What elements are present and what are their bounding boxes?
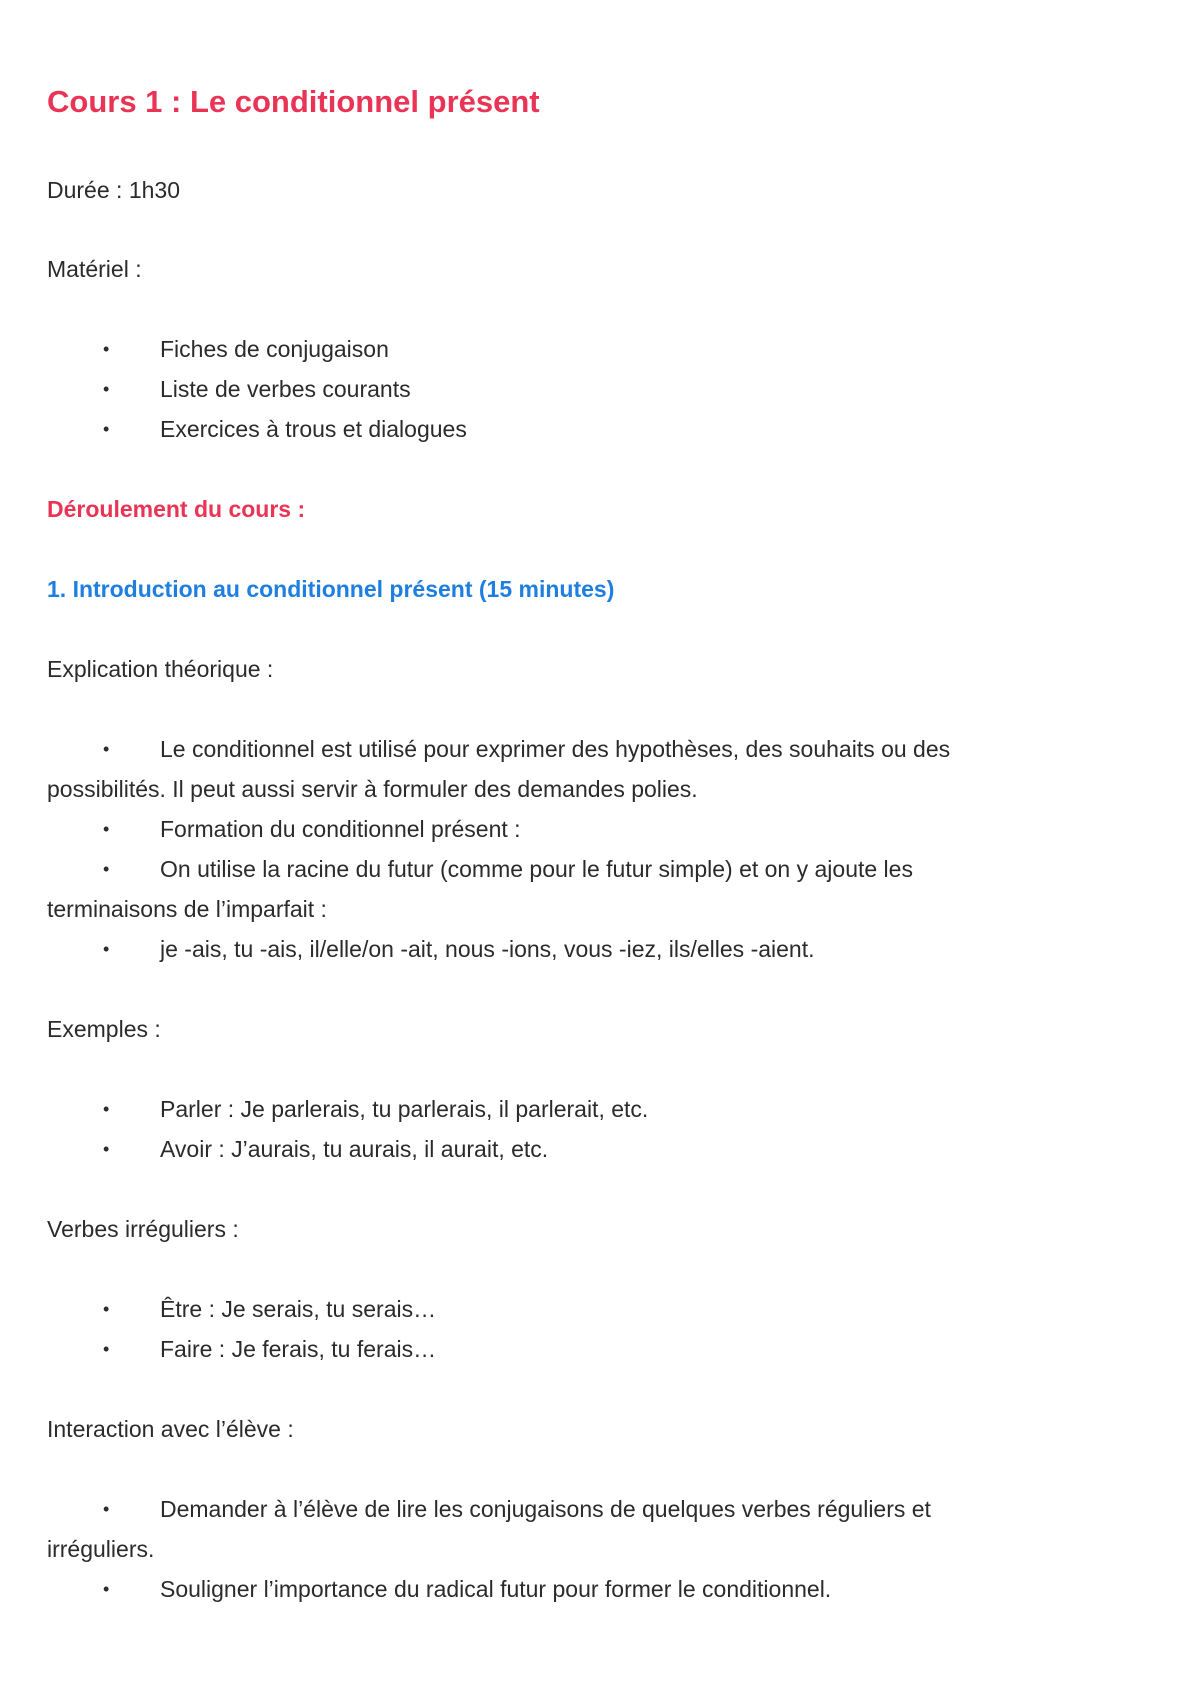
bullet-icon: •: [103, 379, 110, 399]
theory-heading: Explication théorique :: [47, 656, 274, 682]
list-item-continuation: possibilités. Il peut aussi servir à formuler des demandes polies.: [47, 776, 698, 802]
list-item-text: Fiches de conjugaison: [160, 336, 389, 362]
bullet-icon: •: [103, 939, 110, 959]
page-title: Cours 1 : Le conditionnel présent: [47, 84, 540, 119]
list-item-text: Faire : Je ferais, tu ferais…: [160, 1336, 437, 1362]
duration-text: Durée : 1h30: [47, 177, 180, 203]
bullet-icon: •: [103, 739, 110, 759]
materials-heading: Matériel :: [47, 256, 142, 282]
irregular-verbs-heading: Verbes irréguliers :: [47, 1216, 239, 1242]
list-item-text: je -ais, tu -ais, il/elle/on -ait, nous -ions, vous -iez, ils/elles -aient.: [160, 936, 815, 962]
list-item-text: Exercices à trous et dialogues: [160, 416, 467, 442]
list-item-text: Être : Je serais, tu serais…: [160, 1296, 437, 1322]
list-item-text: Le conditionnel est utilisé pour exprimer des hypothèses, des souhaits ou des: [160, 736, 951, 762]
bullet-icon: •: [103, 819, 110, 839]
interaction-heading: Interaction avec l’élève :: [47, 1416, 294, 1442]
list-item-continuation: terminaisons de l’imparfait :: [47, 896, 327, 922]
section-heading: 1. Introduction au conditionnel présent (15 minutes): [47, 576, 615, 602]
bullet-icon: •: [103, 1339, 110, 1359]
list-item-text: Avoir : J’aurais, tu aurais, il aurait, etc.: [160, 1136, 549, 1162]
course-flow-heading: Déroulement du cours :: [47, 496, 306, 522]
list-item-text: Souligner l’importance du radical futur pour former le conditionnel.: [160, 1576, 832, 1602]
bullet-icon: •: [103, 1499, 110, 1519]
list-item-text: Liste de verbes courants: [160, 376, 411, 402]
list-item-text: Demander à l’élève de lire les conjugaisons de quelques verbes réguliers et: [160, 1496, 931, 1522]
examples-heading: Exemples :: [47, 1016, 161, 1042]
bullet-icon: •: [103, 339, 110, 359]
list-item-text: On utilise la racine du futur (comme pour le futur simple) et on y ajoute les: [160, 856, 913, 882]
bullet-icon: •: [103, 1299, 110, 1319]
list-item-text: Formation du conditionnel présent :: [160, 816, 521, 842]
bullet-icon: •: [103, 1099, 110, 1119]
list-item-text: Parler : Je parlerais, tu parlerais, il parlerait, etc.: [160, 1096, 649, 1122]
bullet-icon: •: [103, 1139, 110, 1159]
bullet-icon: •: [103, 859, 110, 879]
bullet-icon: •: [103, 1579, 110, 1599]
bullet-icon: •: [103, 419, 110, 439]
list-item-continuation: irréguliers.: [47, 1536, 155, 1562]
